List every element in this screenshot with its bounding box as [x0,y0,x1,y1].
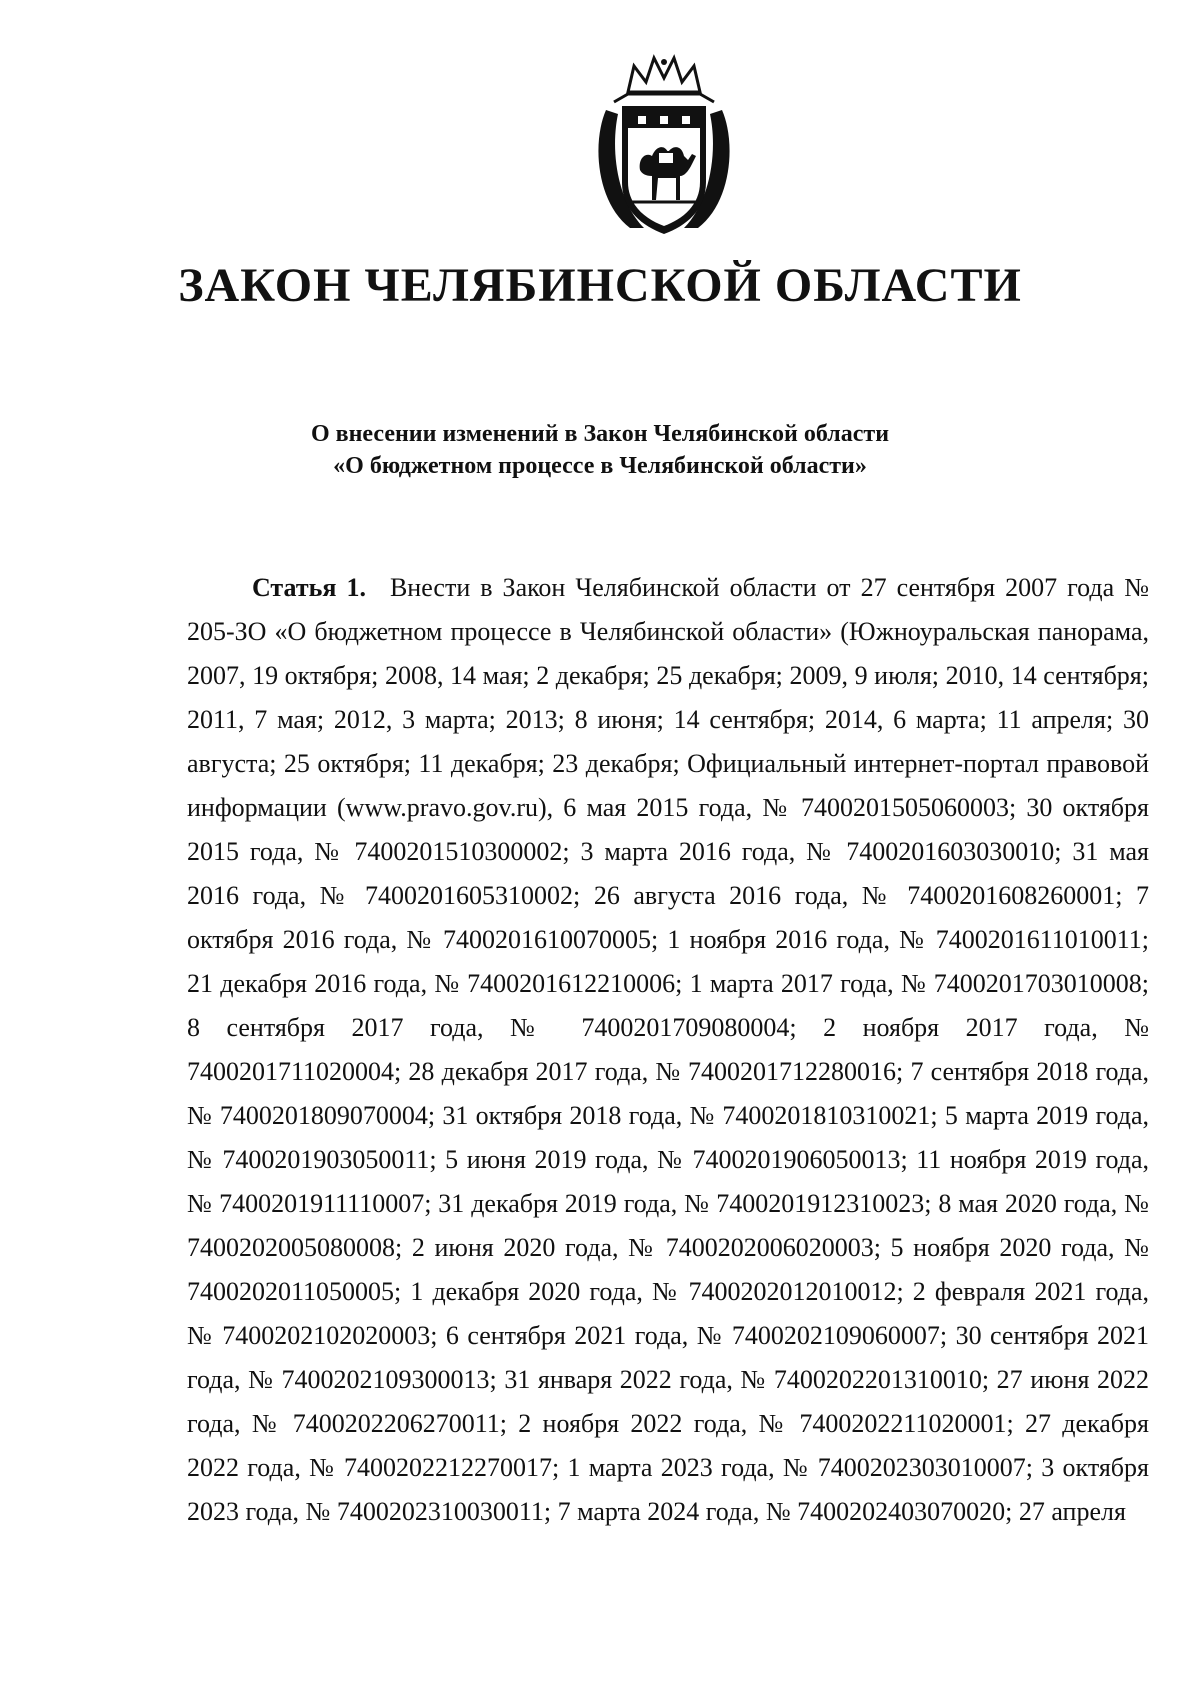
article-label: Статья 1. [252,573,366,602]
article-text: Внести в Закон Челябинской области от 27 сентября 2007 года № 205-ЗО «О бюджетном процессе в Челябинской области» (Южноуральская панорама, 2007, 19 октября; 2008, 14 мая; 2 декабря; 25 декабря; 2009, 9 июля; 2010, 14 сентября; 2011, 7 мая; 2012, 3 марта; 2013; 8 июня; 14 сентября; 2014, 6 марта; 11 апреля; 30 августа; 25 октября; 11 декабря; 23 декабря; Официальный интернет-портал правовой информации (www.pravo.gov.ru), 6 мая 2015 года, № 7400201505060003; 30 октября 2015 года, № 7400201510300002; 3 марта 2016 года, № 7400201603030010; 31 мая 2016 года, № 7400201605310002; 26 августа 2016 года, № 7400201608260001; 7 октября 2016 года, № 7400201610070005; 1 ноября 2016 года, № 7400201611010011; 21 декабря 2016 года, № 7400201612210006; 1 марта 2017 года, № 7400201703010008; 8 сентября 2017 года, № 7400201709080004; 2 ноября 2017 года, № 7400201711020004; 28 декабря 2017 года, № 7400201712280016; 7 сентября 2018 года, № 7400201809070004; 31 октября 2018 года, № 7400201810310021; 5 марта 2019 года, № 7400201903050011; 5 июня 2019 года, № 7400201906050013; 11 ноября 2019 года, № 7400201911110007; 31 декабря 2019 года, № 7400201912310023; 8 мая 2020 года, № 7400202005080008; 2 июня 2020 года, № 7400202006020003; 5 ноября 2020 года, № 7400202011050005; 1 декабря 2020 года, № 7400202012010012; 2 февраля 2021 года, № 7400202102020003; 6 сентября 2021 года, № 7400202109060007; 30 сентября 2021 года, № 7400202109300013; 31 января 2022 года, № 7400202201310010; 27 июня 2022 года, № 7400202206270011; 2 ноября 2022 года, № 7400202211020001; 27 декабря 2022 года, № 7400202212270017; 1 марта 2023 года, № 7400202303010007; 3 октября 2023 года, № 7400202310030011; 7 марта 2024 года, № 7400202403070020; 27 апреля [187,573,1149,1526]
document-subtitle [0,418,1200,482]
article-1-paragraph [187,566,1149,1534]
document-title: ЗАКОН ЧЕЛЯБИНСКОЙ ОБЛАСТИ [178,259,1022,312]
subtitle-line-1: О внесении изменений в Закон Челябинской области [310,421,890,447]
coat-of-arms-icon [588,52,740,242]
subtitle-line-2: «О бюджетном процессе в Челябинской области» [333,453,867,479]
